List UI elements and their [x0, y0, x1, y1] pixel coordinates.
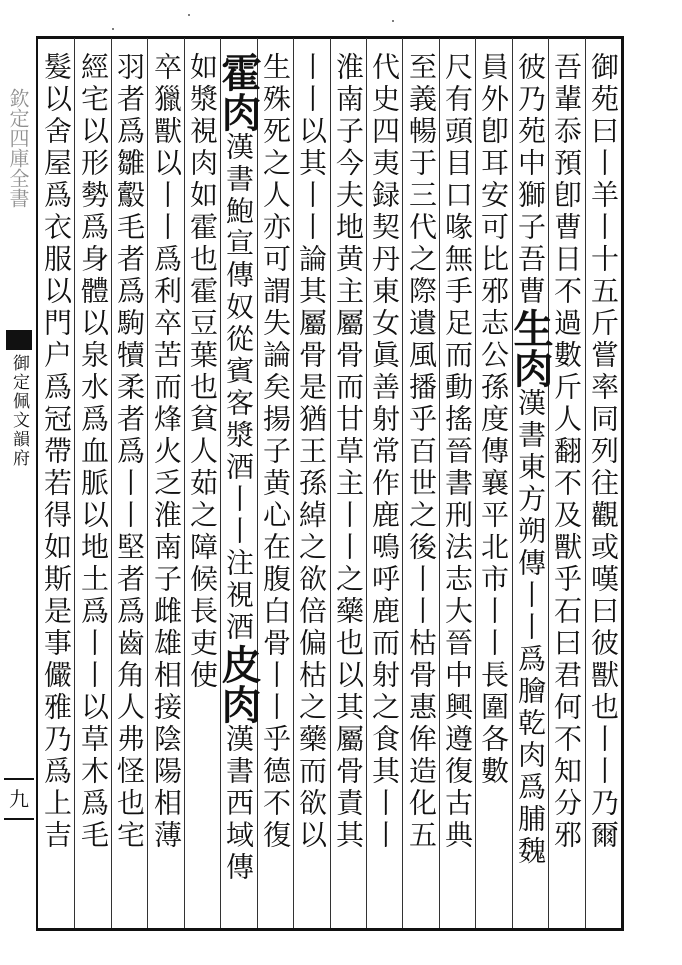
binding-margin [0, 38, 36, 928]
column-text: 漢書鮑宣傳奴從賓客漿酒丨丨注視酒 [222, 132, 255, 644]
column-text: 卒獵獸以丨丨爲利卒苦而烽火乏淮南子雌雄相接陰陽相薄 [150, 52, 183, 852]
text-column [37, 52, 75, 920]
page-number: 九 [9, 787, 29, 811]
page-number-rule-bottom [4, 818, 34, 820]
running-title: 欽定四庫全書 [6, 88, 30, 208]
scan-speck [112, 28, 114, 30]
text-column [292, 52, 330, 920]
text-column [256, 52, 294, 920]
text-column [365, 52, 403, 920]
text-column [547, 52, 585, 920]
column-text: 尺有頭目口喙無手足而動搖晉書刑法志大晉中興遵復古典 [441, 52, 474, 852]
entry-heading: 皮肉 [215, 644, 262, 724]
text-column [147, 52, 185, 920]
column-text: 羽者爲雛鷇毛者爲駒犢柔者爲丨丨堅者爲齒角人弗怪也宅 [113, 52, 146, 852]
fish-tail-mark [6, 330, 32, 350]
text-column [402, 52, 440, 920]
column-text: 髮以舍屋爲衣服以門户爲冠帶若得如斯是事儼雅乃爲上吉 [40, 52, 73, 852]
column-text: 至義暢于三代之際遺風播乎百世之後丨丨枯骨惠侔造化五 [405, 52, 438, 852]
scan-speck [188, 14, 190, 16]
column-text: 志公孫度傳襄平北市丨丨長圍各數 [477, 308, 510, 788]
column-text: 經宅以形勢爲身體以泉水爲血脈以地土爲丨丨以草木爲毛 [77, 52, 110, 852]
text-column [74, 52, 112, 920]
frame-bottom-border [36, 928, 624, 931]
column-text: 漢書東方朔傳丨丨爲膾乾肉爲脯魏 [514, 388, 547, 868]
text-column [474, 52, 512, 920]
column-text: 漢書西域傳 [222, 724, 255, 884]
entry-heading: 霍肉 [215, 52, 262, 132]
text-column [438, 52, 476, 920]
column-text: 御苑曰丨羊丨十五斤嘗率同列往觀或嘆曰彼獸也丨丨乃爾 [587, 52, 620, 852]
text-column [110, 52, 148, 920]
text-column [329, 52, 367, 920]
column-text: 吾輩忝預卽曹日不過數斤人翻不及獸乎石曰君何不知分邪 [550, 52, 583, 852]
column-text: 如漿視肉如霍也霍豆葉也貧人茹之 [186, 52, 219, 532]
entry-heading: 生肉 [507, 308, 554, 388]
text-column [183, 52, 221, 920]
text-column [507, 52, 554, 920]
column-text: 生殊死之人亦可謂失論矣揚子黄心在腹白骨丨丨乎德不復 [259, 52, 292, 852]
page-number-rule-top [4, 778, 34, 780]
column-text: 淮南子今夫地黄主屬骨而甘草主丨丨之藥也以其屬骨責其 [332, 52, 365, 852]
text-column [584, 52, 622, 920]
text-column [215, 52, 262, 920]
column-text: 代史四夷録契丹東女眞善射常作鹿鳴呼鹿而射之食其丨丨 [368, 52, 401, 852]
column-text: 彼乃苑中獅子吾曹 [514, 52, 547, 308]
column-text: 障候長吏使 [186, 532, 219, 692]
scan-speck [392, 20, 394, 22]
book-title: 御定佩文韻府 [9, 354, 29, 468]
column-text: 員外卽耳安可比邪 [477, 52, 510, 308]
column-text: 丨丨以其丨丨論其屬骨是猶王孫綽之欲倍偏枯之藥而欲以 [295, 52, 328, 852]
